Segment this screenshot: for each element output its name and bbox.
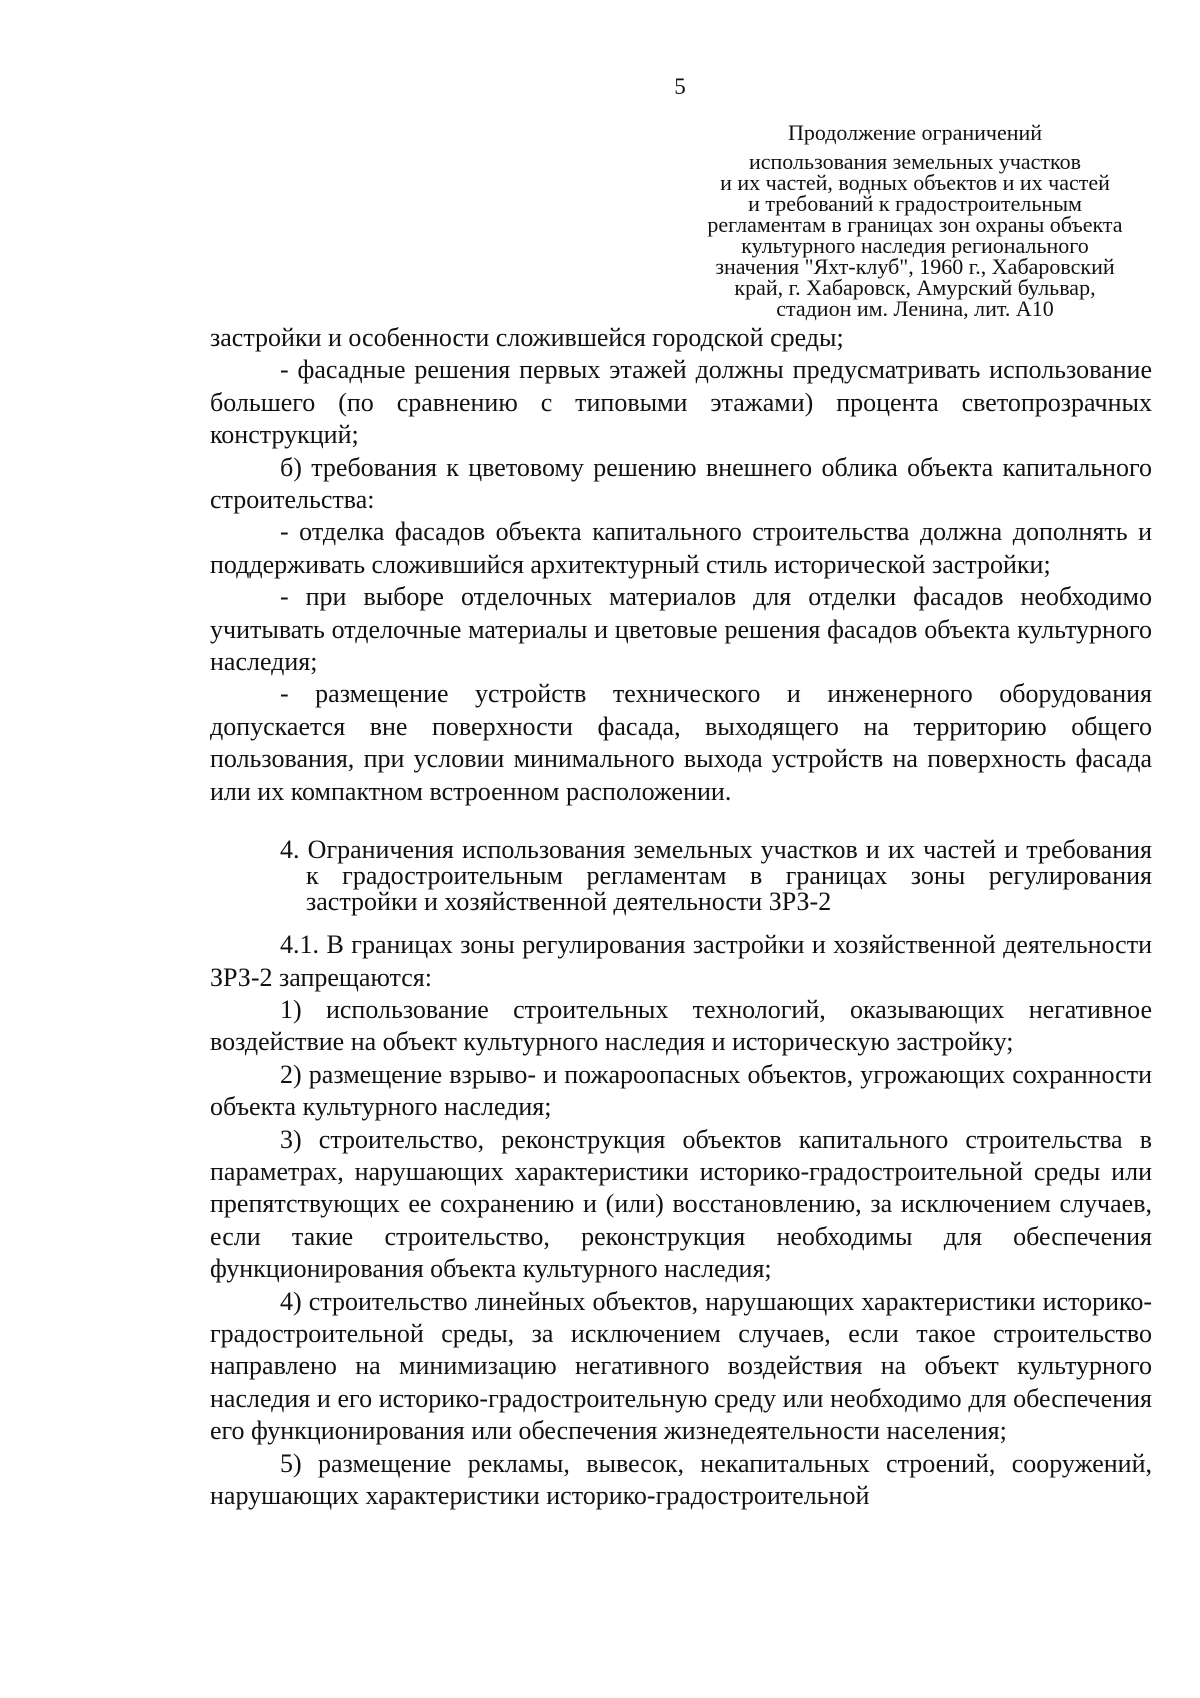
page-number: 5 (674, 74, 686, 99)
body-paragraph: - отделка фасадов объекта капитального строительства должна дополнять и поддерживать сложившийся архитектурный стиль исторической застройки; (210, 517, 1152, 579)
header-line: использования земельных участков (749, 149, 1081, 174)
section-paragraph: 4) строительство линейных объектов, нарушающих характеристики историко-градостроительной среды, за исключением случаев, если такое строительство направлено на минимизацию негативного воздействия на объект культурного наследия и его историко-градостроительную среду или необходимо для обеспечения его функционирования или обеспечения жизнедеятельности населения; (210, 1286, 1152, 1446)
body-paragraph: - размещение устройств технического и инженерного оборудования допускается вне поверхности фасада, выходящего на территорию общего пользования, при условии минимального выхода устройств на поверхность фасада или их компактном встроенном расположении. (210, 679, 1152, 806)
continuation-header (680, 121, 1150, 319)
header-line: и требований к градостроительным (748, 191, 1082, 216)
section-paragraph: 3) строительство, реконструкция объектов капитального строительства в параметрах, нарушающих характеристики историко-градостроительной среды или препятствующих ее сохранению и (или) восстановлению, за исключением случаев, если такие строительство, реконструкция необходимы для обеспечения функционирования объекта культурного наследия; (210, 1124, 1152, 1284)
header-line: регламентам в границах зон охраны объекта (707, 212, 1123, 237)
header-line: и их частей, водных объектов и их частей (720, 170, 1110, 195)
header-line: край, г. Хабаровск, Амурский бульвар, (734, 275, 1096, 300)
section-heading: 4. Ограничения использования земельных участков и их частей и требования к градостроительным регламентам в границах зоны регулирования застройки и хозяйственной деятельности ЗРЗ-2 (280, 835, 1152, 917)
body-paragraph: б) требования к цветовому решению внешнего облика объекта капитального строительства: (210, 452, 1152, 515)
section-paragraph: 1) использование строительных технологий, оказывающих негативное воздействие на объект культурного наследия и историческую застройку; (210, 994, 1152, 1057)
header-line: культурного наследия регионального (741, 233, 1089, 258)
header-line: значения "Яхт-клуб", 1960 г., Хабаровский (715, 254, 1115, 279)
section-paragraph: 2) размещение взрыво- и пожароопасных объектов, угрожающих сохранности объекта культурного наследия; (210, 1059, 1152, 1122)
section-paragraph: 4.1. В границах зоны регулирования застройки и хозяйственной деятельности ЗРЗ-2 запрещаются: (210, 930, 1152, 992)
body-paragraph: застройки и особенности сложившейся городской среды; (210, 323, 844, 352)
header-title: Продолжение ограничений (787, 120, 1043, 145)
body-paragraph: - фасадные решения первых этажей должны предусматривать использование большего (по сравнению с типовыми этажами) процента светопрозрачных конструкций; (210, 355, 1152, 450)
header-line: стадион им. Ленина, лит. А10 (776, 296, 1054, 321)
body-paragraph: - при выборе отделочных материалов для отделки фасадов необходимо учитывать отделочные материалы и цветовые решения фасадов объекта культурного наследия; (210, 582, 1152, 677)
section-paragraph: 5) размещение рекламы, вывесок, некапитальных строений, сооружений, нарушающих характеристики историко-градостроительной (210, 1448, 1152, 1510)
document-body (210, 322, 1152, 1512)
